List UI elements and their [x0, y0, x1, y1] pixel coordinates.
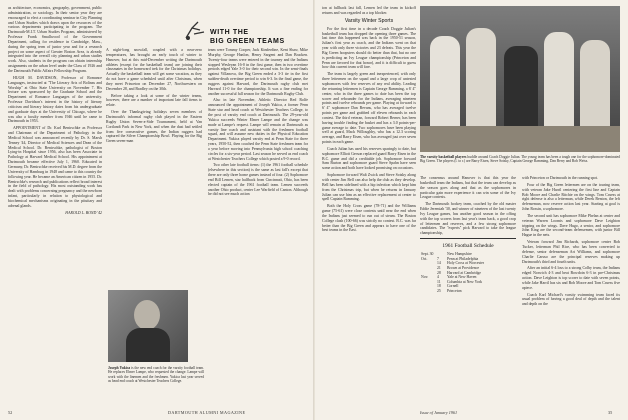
folio-right-number: 35	[608, 410, 613, 415]
paragraph: Two other late football items: (1) the 1961 football schedule (elsewhere in this section) is the same as last fall's except that there are only three home games instead of four. (2) Sophomore end Bill Lemen, star halfback from Cincinnati, Ohio, has been elected captain of the 1961 football team. Lemen succeeds another Ohio product, center Lee Warfield of Canton. Although he did not see much action	[208, 163, 308, 197]
right-col-2	[420, 176, 516, 404]
paragraph: The consensus around Hanover is that this year the basketball team the Indians, but that the team can develop as the season goes along and that as the sophomores in particular gain more experience it can win some of the Ivy League contests.	[420, 176, 516, 200]
schedule-divider	[420, 238, 516, 239]
paragraph: Both the Holy Cross game (78-71) and the Williams game (75-61) were close contests until near the end when the Indians just seemed to run out of steam. The Boston College clash (100-66) was strictly no contest. B.C. was far better than the Big Green and appears to have one of the best teams in the East.	[322, 204, 416, 233]
feature-title	[210, 28, 310, 46]
left-col-1	[8, 6, 102, 404]
paragraph: APPOINTMENT of Dr. Karl Benirschke as Professor and Chairman of the Department of Pathology in the Medical School was announced recently by Dr. S. Marsh Tenney '44, Director of Medical Sciences and Dean of the Medical School. Dr. Benirschke, pathologist of Boston Lying-in Hospital since 1956, also has been Associate in Pathology at Harvard Medical School. His appointment at Dartmouth became effective July 1, 1960. Educated in Germany, Dr. Benirschke received his M.D. degree from the University of Hamburg in 1948 and came to this country the following year. He became an American citizen in 1955. Dr. Benirschke's research and publications reflect broad interest in the field of pathology. His most outstanding work has dealt with problems concerning pregnancy and the newborn infant, particularly in relation to physiological and biochemical mechanisms originating in the pituitary and adrenal glands.	[8, 126, 102, 208]
schedule-day: 21	[437, 265, 441, 270]
paragraph: Sophomore forward Walt Zwick and Steve Sotsky along with center Jim Bell can also help the club as they develop. Bell has been sidelined with a hip infection which kept him from the Christmas trip, but when he returns in January Julian can use him as an effective replacement at center to spell Captain Ramming.	[322, 173, 416, 202]
basketball-photo-caption	[420, 155, 620, 164]
schedule-month: Oct.	[421, 256, 428, 261]
paragraph: The Dartmouth hockey team, coached by the old master Eddie Jeremiah '30, and winner of nineteen of the last twenty Ivy League games, has another good season in the offing with the top scorers from last year's team back, a good crop of lettermen and reserves, and a few strong sophomore candidates. The "experts" pick Harvard to take the league championship,	[420, 202, 516, 236]
schedule-game: Princeton	[447, 288, 462, 293]
schedule-day: 14	[437, 261, 441, 266]
schedule-day: 28	[437, 270, 441, 275]
page-gutter	[313, 0, 315, 420]
schedule-game: Columbia at New York	[447, 279, 483, 284]
schedule-game: New Hampshire	[447, 252, 472, 257]
paragraph: Over the Thanksgiving holidays seven members of Dartmouth's informal rugby club played in the Eastern Rugby Union Seven-a-Side Tournament, held at Van Cortlandt Park in New York, and when the dust had settled from five consecutive games, the Indian ruggers had captured the Silver Championship Bowl. Playing for the Big Green seven-man	[106, 110, 202, 144]
right-col-3	[522, 176, 620, 404]
schedule-game: Cornell	[447, 284, 459, 289]
schedule-day: 4	[437, 275, 439, 280]
schedule-game: Penn at Philadelphia	[447, 256, 479, 261]
schedule-game: Brown at Providence	[447, 265, 480, 270]
caption-bold: Joseph Yukica	[108, 366, 131, 370]
folio-left-number: 52	[8, 410, 13, 415]
schedule-day: 18	[437, 284, 441, 289]
paragraph: HUGH M. DAVIDSON, Professor of Romance Languages, instructed at "The Literary Arts of Bolinas and Worship" at Ohio State University on November 7. His lecture was sponsored by the Graduate School and the Department of Romance Languages of the university. Professor Davidson's interest in the history of literary criticism and literary history dates from his undergraduate and graduate days at the University of Chicago, where he was also a faculty member from 1946 until he came to Dartmouth in 1953.	[8, 75, 102, 124]
paragraph: The second unit has sophomore Mike Phelan at center and veteran Warren Loomis and sophomore Dave Leighton tripping on the wings. Dave Hugo, a senior, and sophomore John King are the second-team defensemen, with junior Bill Hague in the nets.	[522, 213, 620, 238]
coach-photo	[108, 290, 188, 362]
basketball-team-photo	[420, 6, 620, 152]
schedule-game: Yale at New Haven	[447, 275, 477, 280]
feature-title-line2: BIG GREEN TEAMS	[210, 38, 285, 45]
section-subhead: Varsity Winter Sports	[344, 17, 394, 24]
folio-right-issue: Issue of January 1961	[420, 410, 458, 415]
caption-text: is the new end coach for the varsity football team. He replaces Elmer Lampe, who requested the change. Lampe will work with the linemen and the freshmen. Yukica last year served as head end coach at Westchester Teachers College.	[108, 366, 204, 384]
paragraph: Four of the Big Green lettermen are on the touring team, with veteran Jake Harril centering the first line and Captain Bob Moore and Charlie Ritchie on the wings. Tom Cruess at right defense is also a letterman, while Derek Benton, the left defenseman, now reserve action last year. Starting at goal is John Rossin, a sophomore.	[522, 182, 620, 212]
paragraph: team were Tommy Cooper, Jack Kinderdine, Kent Shaw, Mike Murphy, George Hanlon, Henry Sargent and Dan Bracken. Twenty-four teams were entered in the tourney and the Indians stopped Wesleyan 16-0 in the first game, then in two overtime periods edged Yale 3-0 for their second win. In the semi-finals against Villanova, the Big Green ended a 3-3 tie in the first sudden-death overtime period to win 6-3. In the final game, the ruggers against Harvard, the Dartmouth rugby club met Harvard 11-0 for the championship. It was a fine ending for another successful fall season for the Dartmouth Rugby Club.	[208, 48, 308, 96]
folio-left-title: DARTMOUTH ALUMNI MAGAZINE	[168, 410, 246, 415]
schedule-day: 11	[437, 279, 441, 284]
paragraph: Coach Julian has used his reserves sparingly to date, but sophomore Elliott Gerson replaced guard Barry Eisen in the B.C. game and did a creditable job. Sophomore forward Sam Burton and sophomore guard Steve Spahn have seen some action and both have looked promising on occasions.	[322, 146, 416, 171]
paragraph: Veteran forward Jim Richards, sophomore center Bob Tucker, letterman Phil Rice, who has been converted to defense, senior defenseman Art Williams, and sophomore Charlie Caruso are the principal reserves making up Dartmouth's third and fourth units.	[522, 240, 620, 264]
paragraph: A night-long snowfall, coupled with a near-zero temperatures, has brought an early touch of winter to Hanover, but at this mid-December writing the Dartmouth athletes (except for the basketball team) are joining their classmates in the homeward trek for the Christmas holidays. Actually the basketball team will get some vacation, as they do not have a game scheduled until after Christmas, when they meet Princeton on December 27, Northwestern on December 28, and Bradley on the 30th.	[106, 48, 202, 91]
caption-text: huddle around Coach Doggie Julian. The young team has been a tough one for the sophomore-dominated Big Green. The players (l. to r.) are Barry Eisen, Steve Sotsky, Captain George Ramming, Dan Berry and Bob Weiss.	[420, 155, 620, 164]
schedule-row	[420, 289, 516, 294]
author-signature: HAROLD L. BOND '42	[65, 210, 102, 215]
coach-photo-caption	[108, 366, 204, 384]
feature-emblem-icon	[182, 18, 208, 42]
feature-title-line1: WITH THE	[210, 29, 249, 36]
paragraph: For the first time in a decade Coach Doggie Julian's basketball team has dropped the opening three games. The last time this happened was back in the 1950-51 season, Julian's first year as coach, and the Indians went on that year with only three victories and 23 defeats. This year the Big Green hoopsters should do better than that, but no one is predicting an Ivy League championship (Princeton and Penn are favored for that honor), and it is difficult to guess how this current team will fare.	[322, 26, 416, 70]
schedule-month: Nov.	[421, 275, 429, 280]
paragraph: After an initial 6-4 loss to a strong Colby team, the Indians edged Norwich 4-3 and beat Bowdoin 6-3 in pre-Christmas action. Dave Leighton is top scorer to date with seven points, while Jake Harril has six and Bob Moore and Tom Cruess five apiece.	[522, 266, 620, 290]
paragraph: as architecture, economics, geography, government, public administration, or sociology. In their senior year they are encouraged to elect a coordinating seminar in City Planning and Urban Studies which draws upon the resources of the various departments participating in the program. The Dartmouth-M.I.T. Urban Studies Program, administered by Professor Frank Smallwood of the Government Department, calling for residence in Cambridge, Mass., during the spring term of junior year and for a research project on some aspect of Greater Boston Area, is already integrated into the overall city planning and urban studies work. Also, students in the program can obtain internship assignments on the urban level under the Class of 1926 and the Dartmouth Public Affairs Fellowship Program.	[8, 6, 102, 73]
schedule-month: Sept. 30	[421, 252, 434, 257]
schedule-title: 1961 Football Schedule	[442, 243, 494, 250]
schedule-game: Harvard at Cambridge	[447, 270, 481, 275]
paragraph: Also in late November, Athletic Director Red Rolfe announced the appointment of Joseph Yukica, a former Penn State star and head coach at Westchester Teachers College, to the post of varsity end coach at Dartmouth. The 29-year-old Yukica succeeds Winter Elmer Lampe and the change was made at Lampe's request. Lampe will remain at Dartmouth as varsity line coach and assistant with the freshmen football squad, and will assume new duties in the Physical Education Department. Yukica played varsity end at Penn State for three years, 1950-52, then coached the Penn State freshmen team for a year before moving into Pennsylvania high school coaching circles for a six-year period. Last season he served as end coach at Westchester Teachers College which posted a 9-0 record.	[208, 98, 308, 161]
paragraph: Coach Karl Michael's varsity swimming team faced its usual problem of having a good deal of depth and the talent and depth on the	[522, 292, 620, 307]
paragraph: with Princeton or Dartmouth in the running spot.	[522, 176, 599, 180]
football-schedule-table	[420, 252, 516, 293]
schedule-day: 25	[437, 288, 441, 293]
right-col-1	[322, 6, 416, 404]
paragraph: ion at fullback last fall, Lemen led the team in kickoff returns and was regarded as a top blocker.	[322, 6, 416, 15]
left-col-3	[208, 48, 308, 404]
left-col-2	[106, 48, 202, 284]
schedule-day: 7	[437, 256, 439, 261]
paragraph: Before taking a look at some of the winter teams, however, there are a number of important late fall items to relate.	[106, 93, 202, 108]
paragraph: The team is largely green and inexperienced, with only three lettermen on the squad and a large crop of untested sophomores with few reserves of any real ability. Leading the returning lettermen is Captain George Ramming, a 6' 4" center, who in the three games to date has been the top scorer and rebounder for the Indians, averaging nineteen points and twelve rebounds per game. Playing at forward is 6' 4" sophomore Dan Bevans, who has averaged twelve points per game and grabbed off eleven rebounds in each contest. The third veteran, forward Robert Berner, has been having trouble finding the basket and has a 3.0 points-per-game average to date. Two sophomores have been playing well at guard, Mack Willoughby, who has a 12.3 scoring average, and Barry Eisen, who has averaged just over seven points in each game.	[322, 72, 416, 145]
schedule-game: Holy Cross at Worcester	[447, 261, 485, 266]
schedule-month	[420, 289, 436, 294]
caption-bold: The varsity basketball players	[420, 155, 467, 159]
